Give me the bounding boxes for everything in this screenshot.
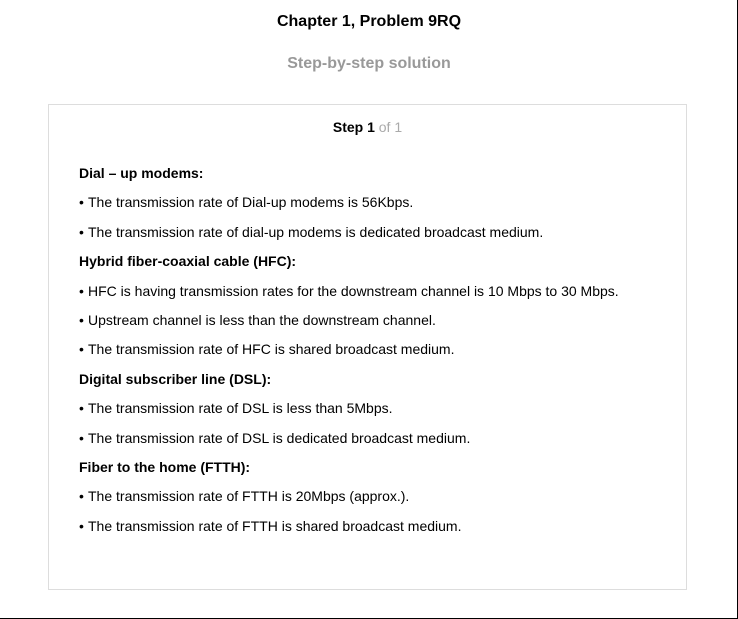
- bullet-text: The transmission rate of dial-up modems is dedicated broadcast medium.: [88, 223, 544, 240]
- section-heading-dialup: Dial – up modems:: [79, 165, 204, 181]
- step-content: [79, 164, 669, 546]
- bullet-text: The transmission rate of Dial-up modems is 56Kbps.: [88, 194, 414, 211]
- bullet-item: [79, 399, 669, 417]
- bullet-item: [79, 487, 669, 505]
- page-title: Chapter 1, Problem 9RQ: [276, 13, 462, 30]
- bullet-item: [79, 193, 669, 211]
- bullet-text: The transmission rate of FTTH is 20Mbps (approx.).: [88, 488, 410, 505]
- bullet-glyph: •: [79, 400, 84, 417]
- bullet-glyph: •: [79, 488, 84, 505]
- bullet-text: The transmission rate of DSL is dedicated broadcast medium.: [88, 429, 471, 446]
- section-heading-dsl: Digital subscriber line (DSL):: [79, 370, 272, 387]
- bullet-item: [79, 517, 669, 535]
- bullet-item: [79, 311, 669, 329]
- bullet-glyph: •: [79, 223, 84, 240]
- bullet-item: [79, 282, 669, 300]
- bullet-glyph: •: [79, 311, 84, 328]
- step-label: Step 1: [332, 119, 375, 135]
- bullet-text: HFC is having transmission rates for the downstream channel is 10 Mbps to 30 Mbps.: [88, 282, 619, 299]
- section-heading-ftth: Fiber to the home (FTTH):: [79, 458, 251, 475]
- section-heading-hfc: Hybrid fiber-coaxial cable (HFC):: [79, 253, 297, 270]
- bullet-item: [79, 223, 669, 241]
- bullet-text: Upstream channel is less than the downstream channel.: [88, 311, 436, 328]
- step-card: [48, 104, 687, 590]
- bullet-item: [79, 340, 669, 358]
- bullet-glyph: •: [79, 429, 84, 446]
- bullet-glyph: •: [79, 341, 84, 358]
- bullet-glyph: •: [79, 517, 84, 534]
- bullet-text: The transmission rate of DSL is less than 5Mbps.: [88, 400, 393, 417]
- bullet-item: [79, 429, 669, 447]
- bullet-glyph: •: [79, 194, 84, 211]
- step-count: of 1: [378, 119, 403, 135]
- solution-subtitle: Step-by-step solution: [287, 55, 451, 72]
- bullet-text: The transmission rate of FTTH is shared broadcast medium.: [88, 517, 462, 534]
- bullet-text: The transmission rate of HFC is shared broadcast medium.: [88, 341, 455, 358]
- bullet-glyph: •: [79, 282, 84, 299]
- step-header: [49, 118, 686, 136]
